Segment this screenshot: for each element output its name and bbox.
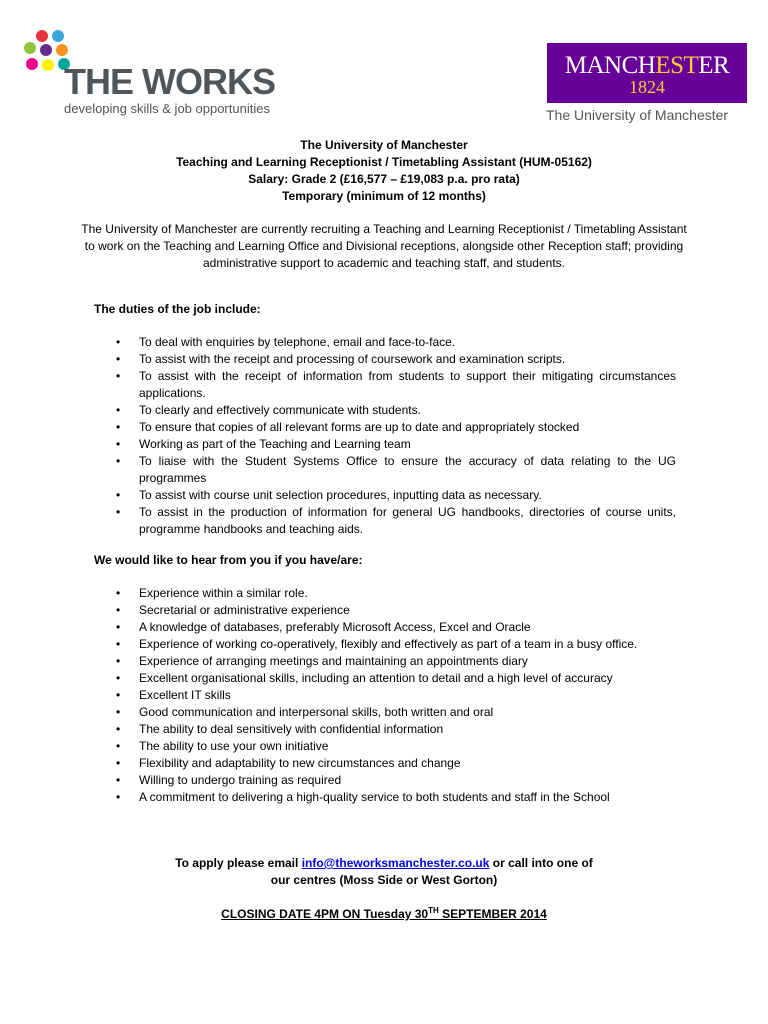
duties-list [94, 334, 676, 538]
closing-date [0, 906, 768, 923]
list-item [94, 789, 676, 806]
bullet-icon: • [116, 369, 121, 383]
closing-date-sup: TH [428, 906, 439, 915]
list-item-text: Excellent IT skills [139, 688, 231, 702]
list-item-text: To deal with enquiries by telephone, email and face-to-face. [139, 335, 456, 349]
logo-dot [26, 58, 38, 70]
bullet-icon: • [116, 454, 121, 468]
list-item [94, 755, 676, 772]
list-item [94, 653, 676, 670]
bullet-icon: • [116, 352, 121, 366]
bullet-icon: • [116, 705, 121, 719]
manchester-logo-subtitle: The University of Manchester [546, 107, 729, 123]
bullet-icon: • [116, 420, 121, 434]
list-item [94, 670, 676, 687]
list-item-text: Working as part of the Teaching and Learning team [139, 437, 411, 451]
header-university: The University of Manchester [300, 138, 468, 152]
works-logo-tagline: developing skills & job opportunities [64, 101, 270, 116]
list-item [94, 487, 676, 504]
bullet-icon: • [116, 437, 121, 451]
bullet-icon: • [116, 505, 121, 519]
list-item [94, 334, 676, 351]
list-item-text: Secretarial or administrative experience [139, 603, 350, 617]
list-item-text: Experience within a similar role. [139, 586, 308, 600]
apply-email-link[interactable]: info@theworksmanchester.co.uk [301, 856, 490, 870]
intro-paragraph: The University of Manchester are currently recruiting a Teaching and Learning Receptionist / Timetabling Assistant to work on the Teaching and Learning Office and Divisional receptions, alongside other Reception staff; providing administrative support to academic and teaching staff, and students. [81, 222, 687, 270]
logo-dot [56, 44, 68, 56]
list-item-text: Willing to undergo training as required [139, 773, 342, 787]
list-item-text: To clearly and effectively communicate with students. [139, 403, 421, 417]
bullet-icon: • [116, 671, 121, 685]
list-item-text: Good communication and interpersonal skills, both written and oral [139, 705, 494, 719]
manchester-logo-name [547, 53, 747, 78]
bullet-icon: • [116, 488, 121, 502]
apply-instructions [0, 855, 768, 872]
manchester-logo [547, 43, 747, 103]
the-works-logo [22, 30, 292, 120]
list-item-text: A commitment to delivering a high-quality service to both students and staff in the School [139, 790, 610, 804]
logo-dot [36, 30, 48, 42]
header-salary: Salary: Grade 2 (£16,577 – £19,083 p.a. pro rata) [248, 172, 520, 186]
list-item [94, 636, 676, 653]
list-item-text: To assist in the production of information for general UG handbooks, directories of course units, programme handbooks and teaching aids. [139, 505, 676, 536]
list-item [94, 585, 676, 602]
list-item-text: To liaise with the Student Systems Office to ensure the accuracy of data relating to the UG programmes [139, 454, 676, 485]
logo-dot [52, 30, 64, 42]
list-item [94, 351, 676, 368]
list-item-text: The ability to use your own initiative [139, 739, 329, 753]
duties-title: The duties of the job include: [94, 302, 261, 316]
list-item [94, 721, 676, 738]
list-item-text: Excellent organisational skills, including an attention to detail and a high level of accuracy [139, 671, 613, 685]
bullet-icon: • [116, 637, 121, 651]
apply-prefix: To apply please email [175, 856, 302, 870]
list-item-text: To assist with the receipt of information from students to support their mitigating circumstances applications. [139, 369, 676, 400]
requirements-title: We would like to hear from you if you have/are: [94, 553, 363, 567]
logo-dot [24, 42, 36, 54]
list-item [94, 687, 676, 704]
list-item [94, 704, 676, 721]
list-item-text: The ability to deal sensitively with confidential information [139, 722, 444, 736]
logo-name-part: MANCH [564, 52, 656, 79]
closing-date-suffix: SEPTEMBER 2014 [438, 907, 547, 921]
bullet-icon: • [116, 790, 121, 804]
list-item [94, 602, 676, 619]
list-item [94, 368, 676, 402]
bullet-icon: • [116, 722, 121, 736]
list-item-text: Flexibility and adaptability to new circumstances and change [139, 756, 461, 770]
list-item-text: To assist with the receipt and processing of coursework and examination scripts. [139, 352, 566, 366]
list-item [94, 419, 676, 436]
list-item-text: To assist with course unit selection procedures, inputting data as necessary. [139, 488, 542, 502]
list-item-text: A knowledge of databases, preferably Microsoft Access, Excel and Oracle [139, 620, 531, 634]
bullet-icon: • [116, 403, 121, 417]
manchester-logo-year: 1824 [629, 77, 665, 97]
closing-date-prefix: CLOSING DATE 4PM ON Tuesday 30 [221, 907, 429, 921]
list-item-text: To ensure that copies of all relevant forms are up to date and appropriately stocked [139, 420, 580, 434]
list-item [94, 402, 676, 419]
logo-dot [40, 44, 52, 56]
bullet-icon: • [116, 773, 121, 787]
bullet-icon: • [116, 586, 121, 600]
logo-name-part: EST [655, 52, 699, 79]
logo-name-part: ER [698, 52, 730, 79]
list-item [94, 772, 676, 789]
list-item-text: Experience of working co-operatively, flexibly and effectively as part of a team in a busy office. [139, 637, 638, 651]
apply-centres: our centres (Moss Side or West Gorton) [270, 873, 498, 887]
list-item [94, 504, 676, 538]
header-contract: Temporary (minimum of 12 months) [282, 189, 486, 203]
bullet-icon: • [116, 603, 121, 617]
bullet-icon: • [116, 739, 121, 753]
apply-suffix: or call into one of [489, 856, 593, 870]
list-item [94, 738, 676, 755]
list-item [94, 453, 676, 487]
list-item-text: Experience of arranging meetings and maintaining an appointments diary [139, 654, 528, 668]
list-item [94, 436, 676, 453]
list-item [94, 619, 676, 636]
works-logo-title: THE WORKS [64, 61, 275, 102]
requirements-list [94, 585, 676, 806]
bullet-icon: • [116, 756, 121, 770]
bullet-icon: • [116, 654, 121, 668]
bullet-icon: • [116, 688, 121, 702]
bullet-icon: • [116, 620, 121, 634]
bullet-icon: • [116, 335, 121, 349]
header-job-title: Teaching and Learning Receptionist / Timetabling Assistant (HUM-05162) [176, 155, 592, 169]
logo-dot [42, 59, 54, 71]
